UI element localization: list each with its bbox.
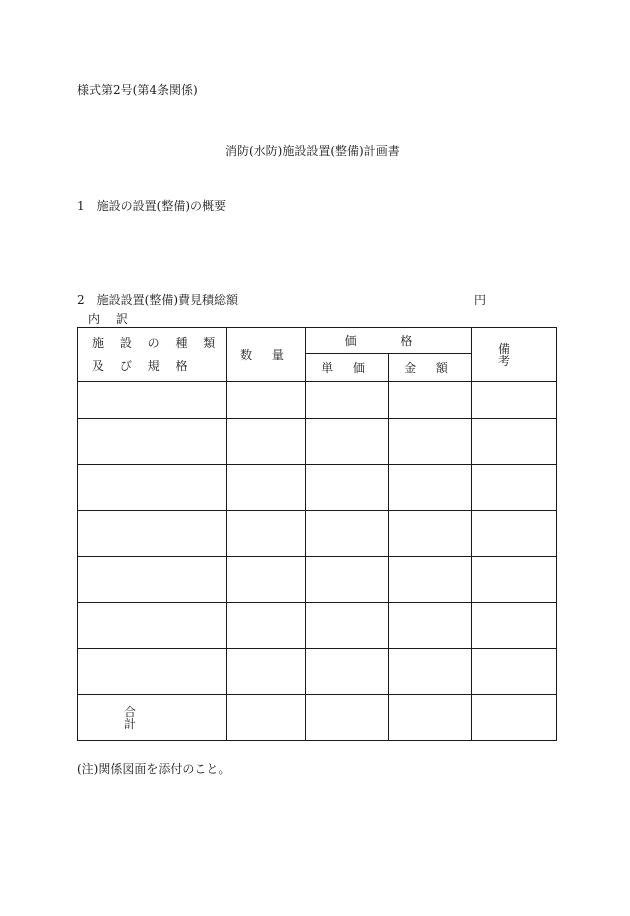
table-cell[interactable] [78,382,227,419]
table-cell[interactable] [306,465,389,511]
breakdown-label: 内 訳 [88,312,134,326]
table-cell[interactable] [78,511,227,557]
table-cell[interactable] [78,649,227,695]
header-quantity: 数 量 [227,328,306,382]
table-cell[interactable] [227,465,306,511]
table-cell[interactable] [389,419,472,465]
table-cell[interactable] [306,603,389,649]
table-row [78,603,557,649]
form-number: 様式第2号(第4条関係) [77,83,198,97]
cost-estimate-table [77,327,557,741]
table-row [78,382,557,419]
table-cell[interactable] [472,382,557,419]
header-item-type-and-spec [78,328,227,382]
table-cell[interactable] [472,603,557,649]
header-remarks: 備 考 [472,328,557,382]
table-cell[interactable] [389,695,472,741]
table-cell[interactable] [227,511,306,557]
currency-unit: 円 [474,293,487,307]
table-cell[interactable] [227,382,306,419]
table-cell[interactable] [227,603,306,649]
table-row [78,419,557,465]
total-row [78,695,557,741]
table-cell[interactable] [472,511,557,557]
table-cell[interactable] [227,695,306,741]
table-cell[interactable] [472,695,557,741]
table-row [78,465,557,511]
table-cell[interactable] [306,382,389,419]
table-cell[interactable] [306,649,389,695]
table-cell[interactable] [78,557,227,603]
table-cell[interactable] [78,419,227,465]
table-cell[interactable] [306,419,389,465]
table-cell[interactable] [472,419,557,465]
table-row [78,649,557,695]
section1-heading: 1 施設の設置(整備)の概要 [77,199,226,213]
table-cell[interactable] [227,649,306,695]
table-row [78,511,557,557]
table-cell[interactable] [306,557,389,603]
header-unit-price: 単 価 [306,354,389,382]
header-price: 価 格 [306,328,472,354]
table-cell[interactable] [389,557,472,603]
table-cell[interactable] [389,511,472,557]
header-amount: 金 額 [389,354,472,382]
header-item-type-label: 施 設 の 種 類 [92,336,222,350]
section2-heading: 2 施設設置(整備)費見積総額 [77,293,238,307]
header-row-1 [78,328,557,354]
table-row [78,557,557,603]
table-cell[interactable] [472,649,557,695]
table-cell[interactable] [389,382,472,419]
header-item-spec-label: 及 び 規 格 [92,359,194,373]
table-cell[interactable] [472,557,557,603]
table-cell[interactable] [78,465,227,511]
table-cell[interactable] [306,511,389,557]
table-cell[interactable] [227,419,306,465]
table-cell[interactable] [306,695,389,741]
footnote: (注)関係図面を添付のこと。 [77,762,231,776]
table-cell[interactable] [389,603,472,649]
table-cell[interactable] [78,603,227,649]
total-label: 合 計 [78,695,227,741]
document-title: 消防(水防)施設設置(整備)計画書 [225,144,400,158]
table-cell[interactable] [472,465,557,511]
table-cell[interactable] [227,557,306,603]
table-cell[interactable] [389,649,472,695]
table-cell[interactable] [389,465,472,511]
